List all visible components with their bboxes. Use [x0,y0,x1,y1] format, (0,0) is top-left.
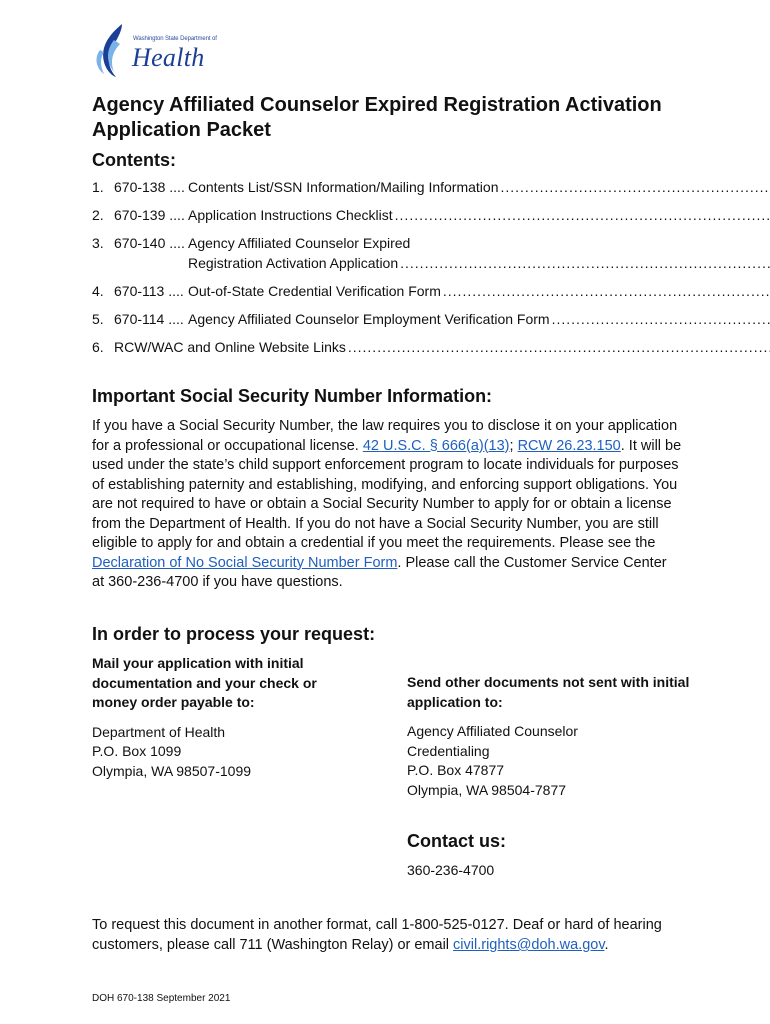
item-code: 670-138 .... [114,179,185,195]
contents-heading: Contents: [92,150,176,170]
address-line: Department of Health [92,723,226,740]
list-item [92,178,674,196]
other-docs-instructions: Send other documents not sent with initial application to: [407,674,690,710]
address-line: Olympia, WA 98504-7877 [407,781,567,798]
notice-period: . [604,937,609,953]
item-text: Agency Affiliated Counselor Expired [188,235,411,251]
ssn-text-1: If you have a Social Security Number, the law requires you to disclose it on your application for a professional or occupational license. [92,418,678,454]
dot-leader [348,338,770,356]
item-number: 5. [92,311,104,327]
ssn-heading: Important Social Security Number Information: [92,386,493,406]
address-line: Agency Affiliated Counselor [407,723,578,739]
logo-health-text: Health [132,43,205,72]
item-text: Application Instructions Checklist [188,207,393,223]
doh-logo [92,22,222,78]
dot-leader [500,178,770,196]
civil-rights-email-link[interactable]: civil.rights@doh.wa.gov [453,937,605,953]
item-code: 670-140 .... [114,235,185,251]
contact-heading: Contact us: [407,831,506,851]
request-heading: In order to process your request: [92,624,376,644]
list-item [92,282,674,300]
address-line: Olympia, WA 98507-1099 [92,762,252,779]
other-docs-address [407,722,697,800]
mail-instructions: Mail your application with initial documentation and your check or money order payable to: [92,655,317,710]
list-item [92,310,674,328]
list-item [92,338,674,356]
logo-small-text: Washington State Department of [133,36,217,42]
declaration-form-link[interactable]: Declaration of No Social Security Number Form [92,554,398,571]
page-title: Agency Affiliated Counselor Expired Registration Activation Application Packet [92,94,662,141]
item-text: Out-of-State Credential Verification Form [188,283,441,299]
mail-address [92,723,352,782]
rcw-link[interactable]: RCW 26.23.150 [517,437,621,454]
ssn-text-2: . It will be used under the state’s child support enforcement program to locate individuals for purposes of establishing paternity and establishing, modifying, and enforcing support obligations. You are not required to have or obtain a Social Security Number to apply for or obtain a license from the Department of Health. If you do not have a Social Security Number, you are still eligible to apply for and obtain a credential if you meet the requirements. Please see the [92,437,682,551]
dot-leader [443,282,770,300]
item-number: 2. [92,207,104,223]
dot-leader [395,206,770,224]
address-line: Credentialing [407,742,490,759]
contents-list [92,178,674,366]
address-line: P.O. Box 47877 [407,762,505,778]
ssn-text-3: . Please call the Customer Service Center at 360-236-4700 if you have questions. [92,554,667,590]
list-item [92,206,674,224]
item-number: 4. [92,283,104,299]
flame-icon [92,22,136,78]
accessibility-notice [92,915,672,955]
item-number: 1. [92,179,104,195]
item-code: 670-139 .... [114,207,185,223]
item-text: Agency Affiliated Counselor Employment Verification Form [188,311,550,327]
dot-leader [552,310,770,328]
other-documents-section [407,673,697,800]
item-number: 6. [92,339,104,355]
item-text: Contents List/SSN Information/Mailing Information [188,179,499,195]
list-item [92,234,674,272]
mail-application-section [92,654,352,781]
usc-link[interactable]: 42 U.S.C. § 666(a)(13) [362,437,510,454]
item-text-line2: Registration Activation Application [188,255,399,271]
ssn-paragraph [92,417,682,593]
document-id: DOH 670-138 September 2021 [92,993,231,1004]
ssn-separator: ; [509,437,518,454]
item-number: 3. [92,235,104,251]
item-code: 670-113 .... [114,283,184,299]
item-code: 670-114 .... [114,311,184,327]
dot-leader [400,254,770,272]
item-text: RCW/WAC and Online Website Links [114,339,346,355]
address-line: P.O. Box 1099 [92,743,182,759]
notice-text: To request this document in another format, call 1-800-525-0127. Deaf or hard of hearing customers, please call 711 (Washington Relay) or email [92,917,662,953]
contact-phone: 360-236-4700 [407,862,495,878]
